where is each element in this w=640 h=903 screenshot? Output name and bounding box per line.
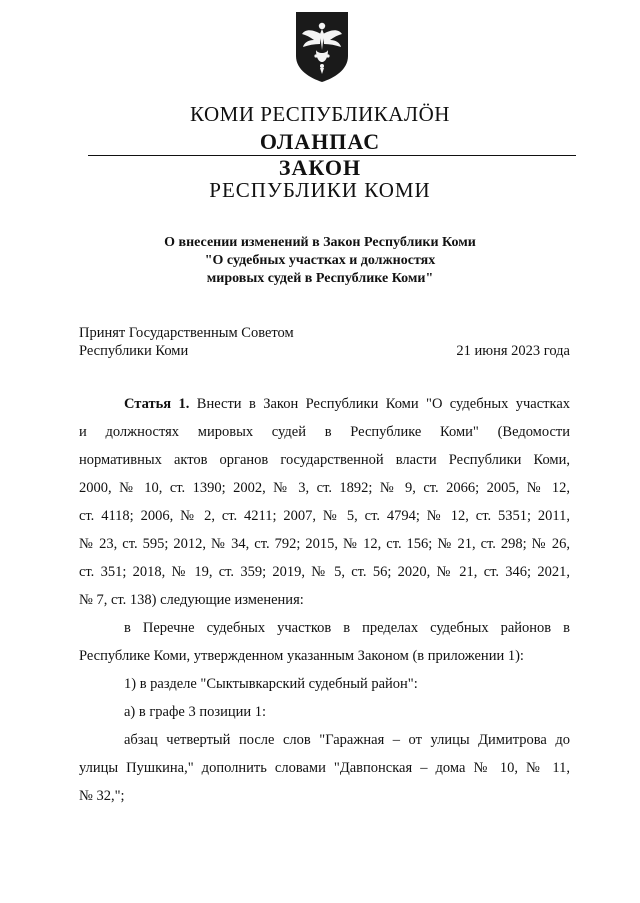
header-line-republic: РЕСПУБЛИКИ КОМИ — [209, 178, 431, 202]
header-line-komi: КОМИ РЕСПУБЛИКАЛӦН — [190, 102, 450, 126]
body-line: ст. 351; 2018, № 19, ст. 359; 2019, № 5, ст. 56; 2020, № 21, ст. 346; 2021, — [79, 564, 570, 580]
body-line: № 7, ст. 138) следующие изменения: — [79, 592, 304, 608]
body-line: № 23, ст. 595; 2012, № 34, ст. 792; 2015, № 12, ст. 156; № 21, ст. 298; № 26, — [79, 536, 570, 552]
adoption-line: Республики Коми — [79, 343, 189, 359]
law-title — [0, 234, 640, 288]
adoption-line: Принят Государственным Советом — [79, 325, 294, 341]
komi-coat-of-arms-icon — [294, 10, 350, 84]
law-title-line: О внесении изменений в Закон Республики Коми — [164, 235, 476, 250]
article-first-line — [79, 390, 570, 418]
header-line-olanpas: ОЛАНПАС — [259, 129, 381, 154]
body-line: 2000, № 10, ст. 1390; 2002, № 3, ст. 1892; № 9, ст. 2066; 2005, № 12, — [79, 480, 570, 496]
body-line: № 32,"; — [79, 788, 125, 804]
article-label: Статья 1. — [124, 396, 190, 412]
adoption-authority — [79, 324, 294, 360]
body-line: улицы Пушкина," дополнить словами "Давпонская – дома № 10, № 11, — [79, 760, 570, 776]
header-line-zakon: ЗАКОН — [278, 155, 362, 180]
body-line: ст. 4118; 2006, № 2, ст. 4211; 2007, № 5, ст. 4794; № 12, ст. 5351; 2011, — [79, 508, 570, 524]
article-text: Внести в Закон Республики Коми "О судебных участках — [196, 396, 571, 412]
law-body — [79, 390, 570, 810]
law-title-line: мировых судей в Республике Коми" — [206, 271, 434, 286]
law-title-line: "О судебных участках и должностях — [204, 253, 436, 268]
body-line: 1) в разделе "Сыктывкарский судебный район": — [124, 676, 418, 692]
body-line: в Перечне судебных участков в пределах судебных районов в — [124, 620, 570, 636]
adoption-date: 21 июня 2023 года — [456, 343, 570, 359]
body-line: абзац четвертый после слов "Гаражная – от улицы Димитрова до — [124, 732, 570, 748]
body-line: а) в графе 3 позиции 1: — [124, 704, 267, 720]
body-line: и должностях мировых судей в Республике Коми" (Ведомости — [79, 424, 570, 440]
body-line: Республике Коми, утвержденном указанным Законом (в приложении 1): — [79, 648, 524, 664]
body-line: нормативных актов органов государственной власти Республики Коми, — [79, 452, 570, 468]
